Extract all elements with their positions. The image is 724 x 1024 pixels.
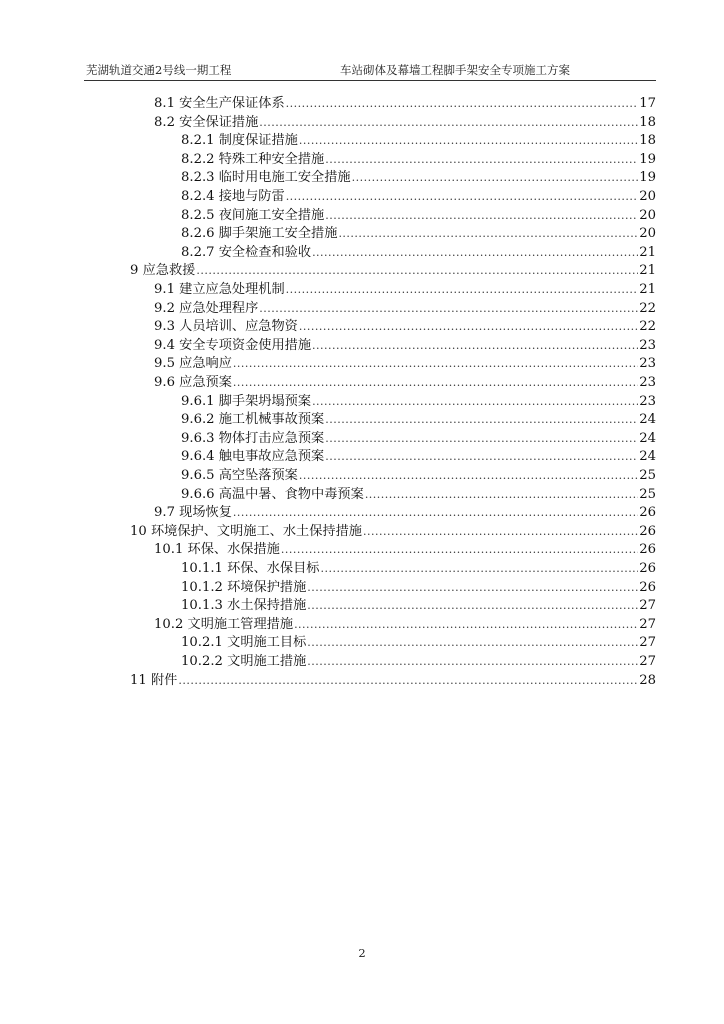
toc-entry-page-number: 27 bbox=[639, 616, 656, 632]
toc-entry-page-number: 23 bbox=[639, 337, 656, 353]
toc-entry[interactable] bbox=[181, 206, 656, 225]
toc-entry-page-number: 26 bbox=[639, 523, 656, 539]
toc-entry[interactable] bbox=[154, 113, 656, 132]
toc-entry-label: 9.6.5 高空坠落预案 bbox=[181, 468, 298, 483]
toc-entry-page-number: 28 bbox=[639, 672, 656, 688]
toc-entry[interactable] bbox=[154, 354, 656, 373]
toc-dot-leader bbox=[307, 578, 638, 597]
toc-dot-leader bbox=[365, 485, 638, 504]
toc-dot-leader bbox=[294, 615, 638, 634]
toc-entry-page-number: 24 bbox=[639, 412, 656, 428]
toc-dot-leader bbox=[307, 652, 638, 671]
toc-dot-leader bbox=[307, 596, 638, 615]
toc-entry-label: 8.2 安全保证措施 bbox=[154, 114, 259, 130]
toc-dot-leader bbox=[233, 503, 638, 522]
toc-entry-page-number: 20 bbox=[639, 189, 656, 204]
toc-dot-leader bbox=[325, 206, 638, 225]
toc-entry[interactable] bbox=[130, 671, 656, 690]
toc-entry-label: 11 附件 bbox=[130, 672, 178, 688]
toc-entry[interactable] bbox=[154, 317, 656, 336]
toc-dot-leader bbox=[299, 466, 638, 485]
toc-entry-page-number: 24 bbox=[639, 449, 656, 465]
toc-dot-leader bbox=[299, 317, 638, 336]
toc-dot-leader bbox=[325, 447, 638, 466]
toc-entry-page-number: 27 bbox=[639, 598, 656, 614]
toc-entry-page-number: 19 bbox=[639, 170, 656, 186]
toc-entry-label: 10.2.1 文明施工目标 bbox=[181, 635, 307, 651]
toc-dot-leader bbox=[325, 410, 638, 429]
toc-entry[interactable] bbox=[154, 299, 656, 318]
toc-dot-leader bbox=[286, 280, 639, 299]
toc-entry-page-number: 23 bbox=[639, 393, 656, 409]
toc-dot-leader bbox=[352, 168, 639, 187]
toc-entry-page-number: 23 bbox=[639, 375, 656, 390]
toc-entry[interactable] bbox=[181, 559, 656, 578]
toc-dot-leader bbox=[259, 299, 638, 318]
toc-entry-label: 9.2 应急处理程序 bbox=[154, 300, 259, 316]
toc-entry[interactable] bbox=[181, 243, 656, 262]
toc-dot-leader bbox=[338, 224, 638, 243]
toc-entry-label: 9.4 安全专项资金使用措施 bbox=[154, 337, 312, 353]
toc-entry-label: 10.1 环保、水保措施 bbox=[154, 542, 280, 558]
toc-dot-leader bbox=[233, 354, 638, 373]
toc-entry-label: 9.6.2 施工机械事故预案 bbox=[181, 412, 325, 428]
toc-entry[interactable] bbox=[154, 280, 656, 299]
toc-entry-page-number: 19 bbox=[639, 151, 656, 167]
toc-entry[interactable] bbox=[181, 131, 656, 150]
toc-dot-leader bbox=[320, 559, 638, 578]
toc-entry-page-number: 26 bbox=[639, 561, 656, 576]
toc-entry[interactable] bbox=[181, 224, 656, 243]
toc-entry-label: 8.2.6 脚手架施工安全措施 bbox=[181, 226, 338, 242]
toc-dot-leader bbox=[312, 336, 638, 355]
toc-entry-label: 8.2.7 安全检查和验收 bbox=[181, 244, 312, 260]
toc-entry-label: 9.6.6 高温中暑、食物中毒预案 bbox=[181, 486, 364, 502]
toc-entry[interactable] bbox=[181, 578, 656, 597]
toc-dot-leader bbox=[312, 243, 638, 262]
toc-entry-label: 9 应急救援 bbox=[130, 263, 196, 279]
toc-entry-page-number: 23 bbox=[639, 356, 656, 372]
toc-entry-label: 9.6.1 脚手架坍塌预案 bbox=[181, 393, 312, 409]
toc-entry[interactable] bbox=[181, 466, 656, 485]
header-project-title: 芜湖轨道交通2号线一期工程 bbox=[86, 63, 232, 77]
toc-entry[interactable] bbox=[181, 410, 656, 429]
toc-entry-label: 8.2.4 接地与防雷 bbox=[181, 189, 285, 204]
toc-entry[interactable] bbox=[181, 485, 656, 504]
toc-entry[interactable] bbox=[154, 503, 656, 522]
toc-entry[interactable] bbox=[181, 447, 656, 466]
toc-entry[interactable] bbox=[181, 150, 656, 169]
toc-entry[interactable] bbox=[154, 615, 656, 634]
toc-dot-leader bbox=[299, 131, 638, 150]
toc-dot-leader bbox=[325, 429, 638, 448]
toc-entry-label: 9.5 应急响应 bbox=[154, 356, 232, 372]
toc-entry[interactable] bbox=[181, 392, 656, 411]
toc-entry-label: 9.7 现场恢复 bbox=[154, 505, 232, 521]
toc-entry-page-number: 22 bbox=[639, 319, 656, 335]
toc-entry-page-number: 26 bbox=[639, 579, 656, 595]
toc-entry-label: 10.1.2 环境保护措施 bbox=[181, 579, 307, 595]
toc-dot-leader bbox=[307, 633, 638, 652]
toc-entry[interactable] bbox=[130, 261, 656, 280]
toc-entry-page-number: 20 bbox=[639, 226, 656, 242]
toc-dot-leader bbox=[286, 94, 639, 113]
toc-entry[interactable] bbox=[130, 522, 656, 541]
toc-dot-leader bbox=[196, 261, 638, 280]
toc-entry[interactable] bbox=[181, 633, 656, 652]
toc-entry-page-number: 24 bbox=[639, 430, 656, 446]
toc-entry-label: 9.6.4 触电事故应急预案 bbox=[181, 449, 325, 465]
toc-entry[interactable] bbox=[154, 94, 656, 113]
toc-entry[interactable] bbox=[181, 429, 656, 448]
toc-entry-label: 8.2.3 临时用电施工安全措施 bbox=[181, 170, 351, 186]
toc-entry[interactable] bbox=[154, 540, 656, 559]
toc-entry-page-number: 26 bbox=[639, 505, 656, 521]
toc-entry-label: 8.2.5 夜间施工安全措施 bbox=[181, 207, 325, 223]
toc-entry-page-number: 20 bbox=[639, 207, 656, 223]
toc-entry-label: 10.2 文明施工管理措施 bbox=[154, 616, 294, 632]
toc-entry-label: 8.2.1 制度保证措施 bbox=[181, 133, 298, 149]
toc-entry-page-number: 25 bbox=[639, 486, 656, 502]
toc-entry-label: 9.6 应急预案 bbox=[154, 375, 232, 390]
toc-entry-label: 10.1.3 水土保持措施 bbox=[181, 598, 307, 614]
toc-entry-page-number: 26 bbox=[639, 542, 656, 558]
toc-entry-label: 9.3 人员培训、应急物资 bbox=[154, 319, 298, 335]
toc-entry-page-number: 18 bbox=[639, 114, 656, 130]
toc-entry[interactable] bbox=[154, 336, 656, 355]
toc-dot-leader bbox=[325, 150, 638, 169]
toc-entry-page-number: 21 bbox=[639, 244, 656, 260]
toc-entry-page-number: 27 bbox=[639, 654, 656, 669]
toc-entry[interactable] bbox=[181, 596, 656, 615]
toc-entry-page-number: 21 bbox=[639, 263, 656, 279]
toc-entry[interactable] bbox=[154, 373, 656, 392]
toc-dot-leader bbox=[259, 113, 638, 132]
toc-entry-label: 9.1 建立应急处理机制 bbox=[154, 282, 285, 297]
toc-entry-page-number: 17 bbox=[639, 96, 656, 111]
toc-entry-page-number: 21 bbox=[639, 282, 656, 297]
header-document-title: 车站砌体及幕墙工程脚手架安全专项施工方案 bbox=[340, 63, 570, 77]
toc-entry-label: 9.6.3 物体打击应急预案 bbox=[181, 430, 325, 446]
toc-dot-leader bbox=[286, 187, 639, 206]
toc-entry-page-number: 25 bbox=[639, 468, 656, 483]
toc-entry[interactable] bbox=[181, 168, 656, 187]
toc-entry-page-number: 18 bbox=[639, 133, 656, 149]
toc-entry[interactable] bbox=[181, 187, 656, 206]
page-number: 2 bbox=[358, 946, 366, 960]
toc-entry-page-number: 22 bbox=[639, 300, 656, 316]
toc-dot-leader bbox=[281, 540, 638, 559]
header-divider bbox=[84, 80, 656, 81]
toc-entry-page-number: 27 bbox=[639, 635, 656, 651]
toc-dot-leader bbox=[233, 373, 638, 392]
toc-entry-label: 8.1 安全生产保证体系 bbox=[154, 96, 285, 111]
toc-entry-label: 10.2.2 文明施工措施 bbox=[181, 654, 307, 669]
toc-entry-label: 10 环境保护、文明施工、水土保持措施 bbox=[130, 523, 362, 539]
toc-dot-leader bbox=[178, 671, 638, 690]
toc-entry[interactable] bbox=[181, 652, 656, 671]
toc-dot-leader bbox=[312, 392, 638, 411]
toc-entry-label: 8.2.2 特殊工种安全措施 bbox=[181, 151, 325, 167]
page-header bbox=[84, 62, 656, 80]
toc-entry-label: 10.1.1 环保、水保目标 bbox=[181, 561, 320, 576]
toc-dot-leader bbox=[363, 522, 638, 541]
